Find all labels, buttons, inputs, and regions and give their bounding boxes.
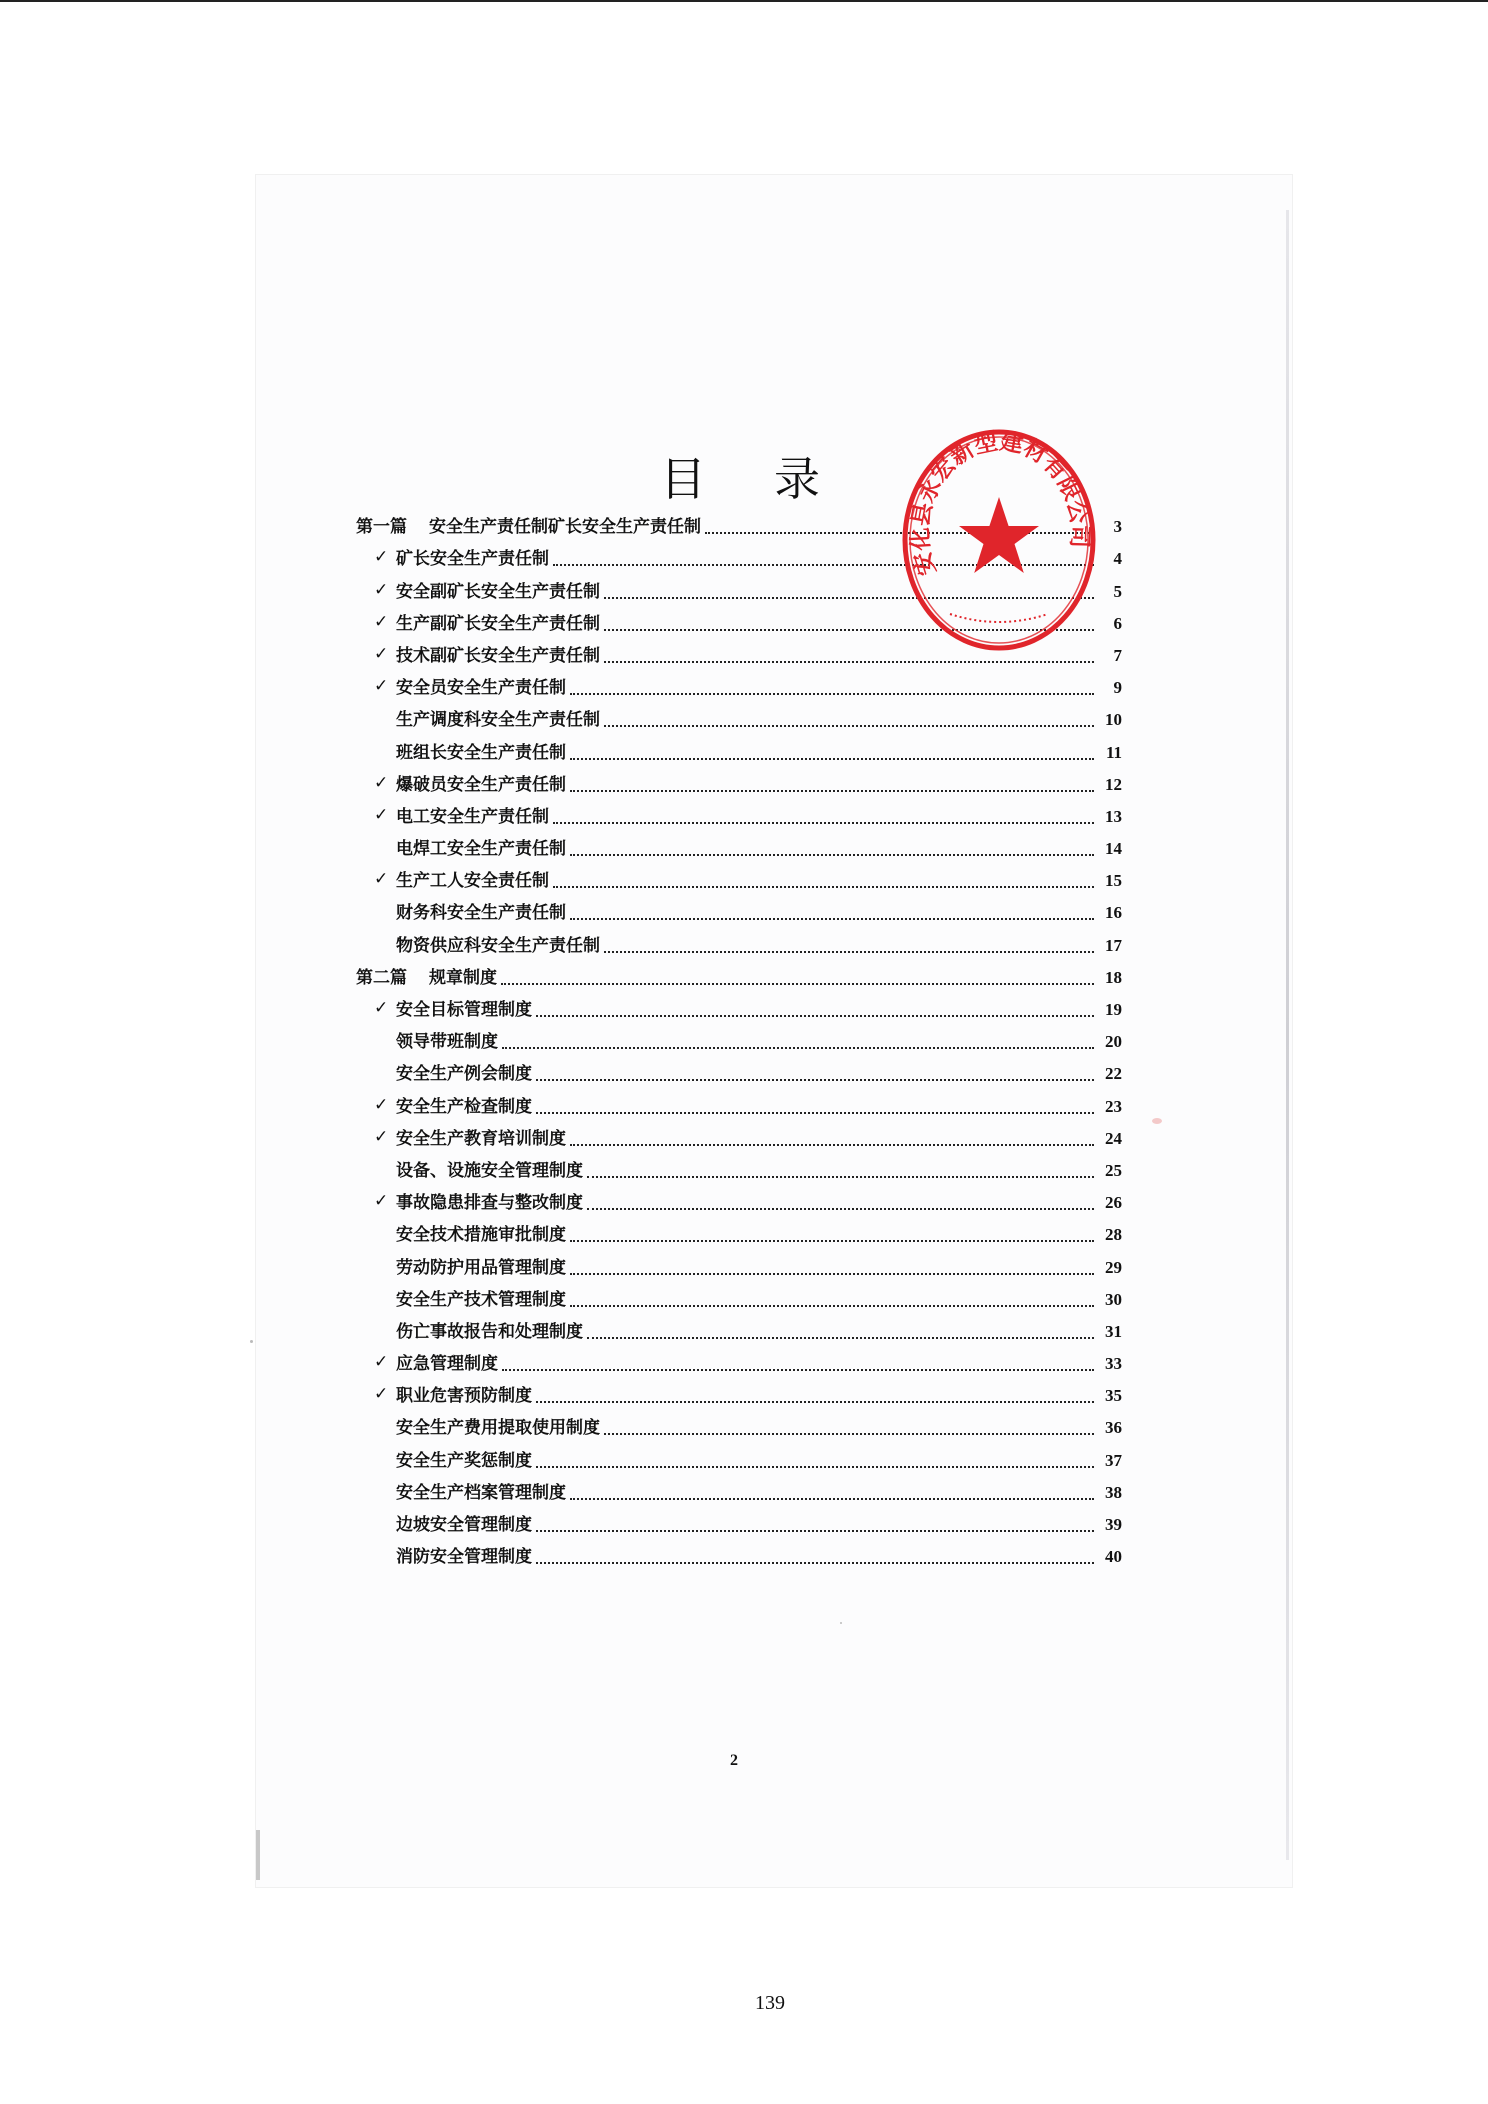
- toc-page-number: 29: [1105, 1257, 1122, 1277]
- toc-part-name: 规章制度: [429, 967, 497, 988]
- toc-leader-dots: [587, 1208, 1094, 1210]
- toc-page-number: 16: [1105, 903, 1122, 923]
- toc-leader-dots: [570, 1498, 1094, 1500]
- check-mark-icon: ✓: [374, 579, 389, 600]
- toc-entry-label: 电工安全生产责任制: [396, 806, 549, 827]
- toc-entry-row: [356, 1475, 1122, 1507]
- check-mark-icon: ✓: [374, 869, 389, 890]
- toc-entry-label: 财务科安全生产责任制: [396, 903, 566, 924]
- toc-part-name: 安全生产责任制矿长安全生产责任制: [429, 517, 701, 538]
- toc-entry-label: 安全副矿长安全生产责任制: [396, 581, 600, 602]
- toc-page-number: 30: [1105, 1289, 1122, 1309]
- toc-leader-dots: [587, 1176, 1094, 1178]
- check-mark-icon: ✓: [374, 998, 389, 1018]
- scan-edge: [1286, 210, 1289, 1860]
- toc-entry-label: 安全生产技术管理制度: [396, 1289, 566, 1310]
- seal-code-line: [950, 614, 1048, 622]
- toc-leader-dots: [570, 1240, 1094, 1242]
- toc-leader-dots: [570, 918, 1094, 920]
- toc-entry-row: [356, 702, 1122, 734]
- toc-entry-label: 职业危害预防制度: [396, 1386, 532, 1407]
- check-mark-icon: ✓: [374, 676, 389, 697]
- toc-entry-row: [356, 1346, 1122, 1378]
- toc-page-number: 10: [1105, 710, 1122, 730]
- toc-entry-label: 安全生产例会制度: [396, 1064, 532, 1085]
- toc-leader-dots: [604, 725, 1094, 727]
- check-mark-icon: ✓: [374, 1384, 389, 1405]
- scan-speck: [1152, 1118, 1162, 1124]
- toc-part-row: [356, 960, 1122, 992]
- toc-page-number: 26: [1105, 1193, 1122, 1213]
- toc-leader-dots: [570, 1273, 1094, 1275]
- scan-speck: [250, 1340, 253, 1343]
- toc-entry-label: 物资供应科安全生产责任制: [396, 935, 600, 956]
- toc-page-number: 33: [1105, 1354, 1122, 1374]
- toc-leader-dots: [553, 886, 1094, 888]
- toc-entry-label: 安全生产奖惩制度: [396, 1450, 532, 1471]
- toc-entry-row: [356, 1378, 1122, 1410]
- toc-entry-row: [356, 1024, 1122, 1056]
- check-mark-icon: ✓: [374, 772, 389, 793]
- toc-entry-label: 安全目标管理制度: [396, 1000, 532, 1020]
- toc-entry-label: 安全生产教育培训制度: [396, 1128, 566, 1149]
- toc-page-number: 12: [1105, 774, 1122, 794]
- toc-page-number: 5: [1113, 581, 1122, 601]
- toc-entry-row: [356, 1282, 1122, 1314]
- toc-entry-label: 边坡安全管理制度: [396, 1515, 532, 1535]
- toc-leader-dots: [536, 1112, 1094, 1114]
- star-icon: [959, 497, 1039, 573]
- check-mark-icon: ✓: [374, 1352, 389, 1373]
- toc-page-number: 13: [1105, 806, 1122, 826]
- toc-part-number: 第二篇: [356, 967, 407, 988]
- toc-leader-dots: [604, 951, 1094, 953]
- toc-entry-label: 安全员安全生产责任制: [396, 678, 566, 699]
- toc-entry-row: [356, 1507, 1122, 1539]
- toc-page-number: 36: [1105, 1418, 1122, 1438]
- table-of-contents: [356, 509, 1122, 1571]
- toc-entry-label: 事故隐患排查与整改制度: [396, 1193, 583, 1214]
- check-mark-icon: ✓: [374, 1191, 389, 1212]
- toc-entry-row: [356, 1410, 1122, 1442]
- toc-entry-label: 设备、设施安全管理制度: [396, 1160, 583, 1181]
- toc-page-number: 28: [1105, 1225, 1122, 1245]
- toc-leader-dots: [502, 1047, 1094, 1049]
- toc-page-number: 25: [1105, 1160, 1122, 1180]
- toc-entry-label: 电焊工安全生产责任制: [396, 839, 566, 860]
- toc-title-char: 录: [774, 452, 820, 506]
- toc-entry-label: 生产工人安全责任制: [396, 871, 549, 892]
- page-number: 139: [755, 1992, 785, 2014]
- toc-entry-label: 消防安全管理制度: [396, 1547, 532, 1568]
- toc-page-number: 15: [1105, 871, 1122, 891]
- toc-page-number: 7: [1113, 645, 1122, 665]
- toc-page-number: 4: [1113, 549, 1122, 569]
- toc-entry-row: [356, 1153, 1122, 1185]
- toc-entry-label: 安全技术措施审批制度: [396, 1225, 566, 1246]
- toc-entry-label: 生产调度科安全生产责任制: [396, 710, 600, 731]
- toc-leader-dots: [536, 1562, 1094, 1564]
- check-mark-icon: ✓: [374, 1126, 389, 1147]
- toc-page-number: 17: [1105, 935, 1122, 955]
- toc-entry-label: 安全生产费用提取使用制度: [396, 1418, 600, 1439]
- toc-entry-label: 领导带班制度: [396, 1032, 498, 1053]
- company-seal: [898, 422, 1098, 658]
- toc-entry-row: [356, 1185, 1122, 1217]
- toc-entry-row: [356, 1442, 1122, 1474]
- toc-entry-label: 班组长安全生产责任制: [396, 742, 566, 763]
- toc-entry-row: [356, 831, 1122, 863]
- toc-page-number: 40: [1105, 1547, 1122, 1567]
- toc-page-number: 20: [1105, 1032, 1122, 1052]
- toc-entry-row: [356, 863, 1122, 895]
- inner-page-number: 2: [730, 1752, 738, 1769]
- toc-leader-dots: [570, 854, 1094, 856]
- toc-entry-label: 爆破员安全生产责任制: [396, 774, 566, 795]
- toc-leader-dots: [604, 1433, 1094, 1435]
- toc-part-label: [356, 517, 701, 541]
- scan-edge: [256, 1830, 260, 1880]
- toc-page-number: 14: [1105, 839, 1122, 859]
- toc-entry-row: [356, 799, 1122, 831]
- toc-entry-label: 安全生产档案管理制度: [396, 1482, 566, 1503]
- scan-speck: [840, 1622, 842, 1624]
- toc-entry-label: 生产副矿长安全生产责任制: [396, 613, 600, 634]
- toc-entry-row: [356, 734, 1122, 766]
- toc-entry-label: 安全生产检查制度: [396, 1096, 532, 1117]
- toc-leader-dots: [501, 983, 1094, 985]
- toc-entry-label: 伤亡事故报告和处理制度: [396, 1321, 583, 1342]
- toc-leader-dots: [604, 661, 1094, 663]
- toc-entry-row: [356, 1121, 1122, 1153]
- toc-entry-row: [356, 1314, 1122, 1346]
- toc-leader-dots: [536, 1401, 1094, 1403]
- toc-leader-dots: [570, 758, 1094, 760]
- toc-leader-dots: [536, 1015, 1094, 1017]
- toc-part-label: [356, 968, 497, 992]
- toc-part-number: 第一篇: [356, 517, 407, 538]
- toc-entry-row: [356, 992, 1122, 1024]
- toc-page-number: 31: [1105, 1321, 1122, 1341]
- toc-leader-dots: [570, 1144, 1094, 1146]
- toc-entry-label: 技术副矿长安全生产责任制: [396, 645, 600, 666]
- check-mark-icon: ✓: [374, 547, 389, 568]
- toc-entry-row: [356, 895, 1122, 927]
- toc-page-number: 11: [1105, 742, 1122, 762]
- toc-leader-dots: [536, 1530, 1094, 1532]
- toc-leader-dots: [536, 1079, 1094, 1081]
- toc-leader-dots: [570, 693, 1094, 695]
- toc-entry-label: 矿长安全生产责任制: [396, 549, 549, 570]
- toc-leader-dots: [536, 1466, 1094, 1468]
- toc-entry-row: [356, 1056, 1122, 1088]
- check-mark-icon: ✓: [374, 804, 389, 825]
- toc-page-number: 37: [1105, 1450, 1122, 1470]
- toc-entry-row: [356, 767, 1122, 799]
- toc-page-number: 9: [1113, 678, 1122, 698]
- toc-leader-dots: [570, 790, 1094, 792]
- check-mark-icon: ✓: [374, 643, 389, 664]
- toc-page-number: 6: [1113, 613, 1122, 633]
- toc-entry-row: [356, 1217, 1122, 1249]
- toc-leader-dots: [587, 1337, 1094, 1339]
- toc-page-number: 18: [1105, 967, 1122, 987]
- toc-entry-row: [356, 927, 1122, 959]
- toc-page-number: 35: [1105, 1386, 1122, 1406]
- toc-page-number: 19: [1105, 1000, 1122, 1019]
- top-border-line: [0, 0, 1488, 2]
- toc-page-number: 38: [1105, 1482, 1122, 1502]
- toc-page-number: 24: [1105, 1128, 1122, 1148]
- toc-leader-dots: [570, 1305, 1094, 1307]
- toc-page-number: 22: [1105, 1064, 1122, 1084]
- toc-leader-dots: [553, 822, 1094, 824]
- toc-entry-label: 劳动防护用品管理制度: [396, 1257, 566, 1278]
- toc-entry-row: [356, 670, 1122, 702]
- toc-entry-label: 应急管理制度: [396, 1354, 498, 1375]
- toc-entry-row: [356, 1249, 1122, 1281]
- seal-text-path: 安化县永宏新型建材有限公司: [907, 428, 1093, 579]
- toc-page-number: 39: [1105, 1515, 1122, 1534]
- check-mark-icon: ✓: [374, 611, 389, 632]
- toc-title-char: 目: [660, 452, 706, 506]
- toc-page-number: 3: [1113, 517, 1122, 537]
- check-mark-icon: ✓: [374, 1094, 389, 1115]
- toc-leader-dots: [502, 1369, 1094, 1371]
- toc-title: [660, 446, 820, 506]
- toc-entry-row: [356, 1088, 1122, 1120]
- toc-entry-row: [356, 1539, 1122, 1571]
- toc-page-number: 23: [1105, 1096, 1122, 1116]
